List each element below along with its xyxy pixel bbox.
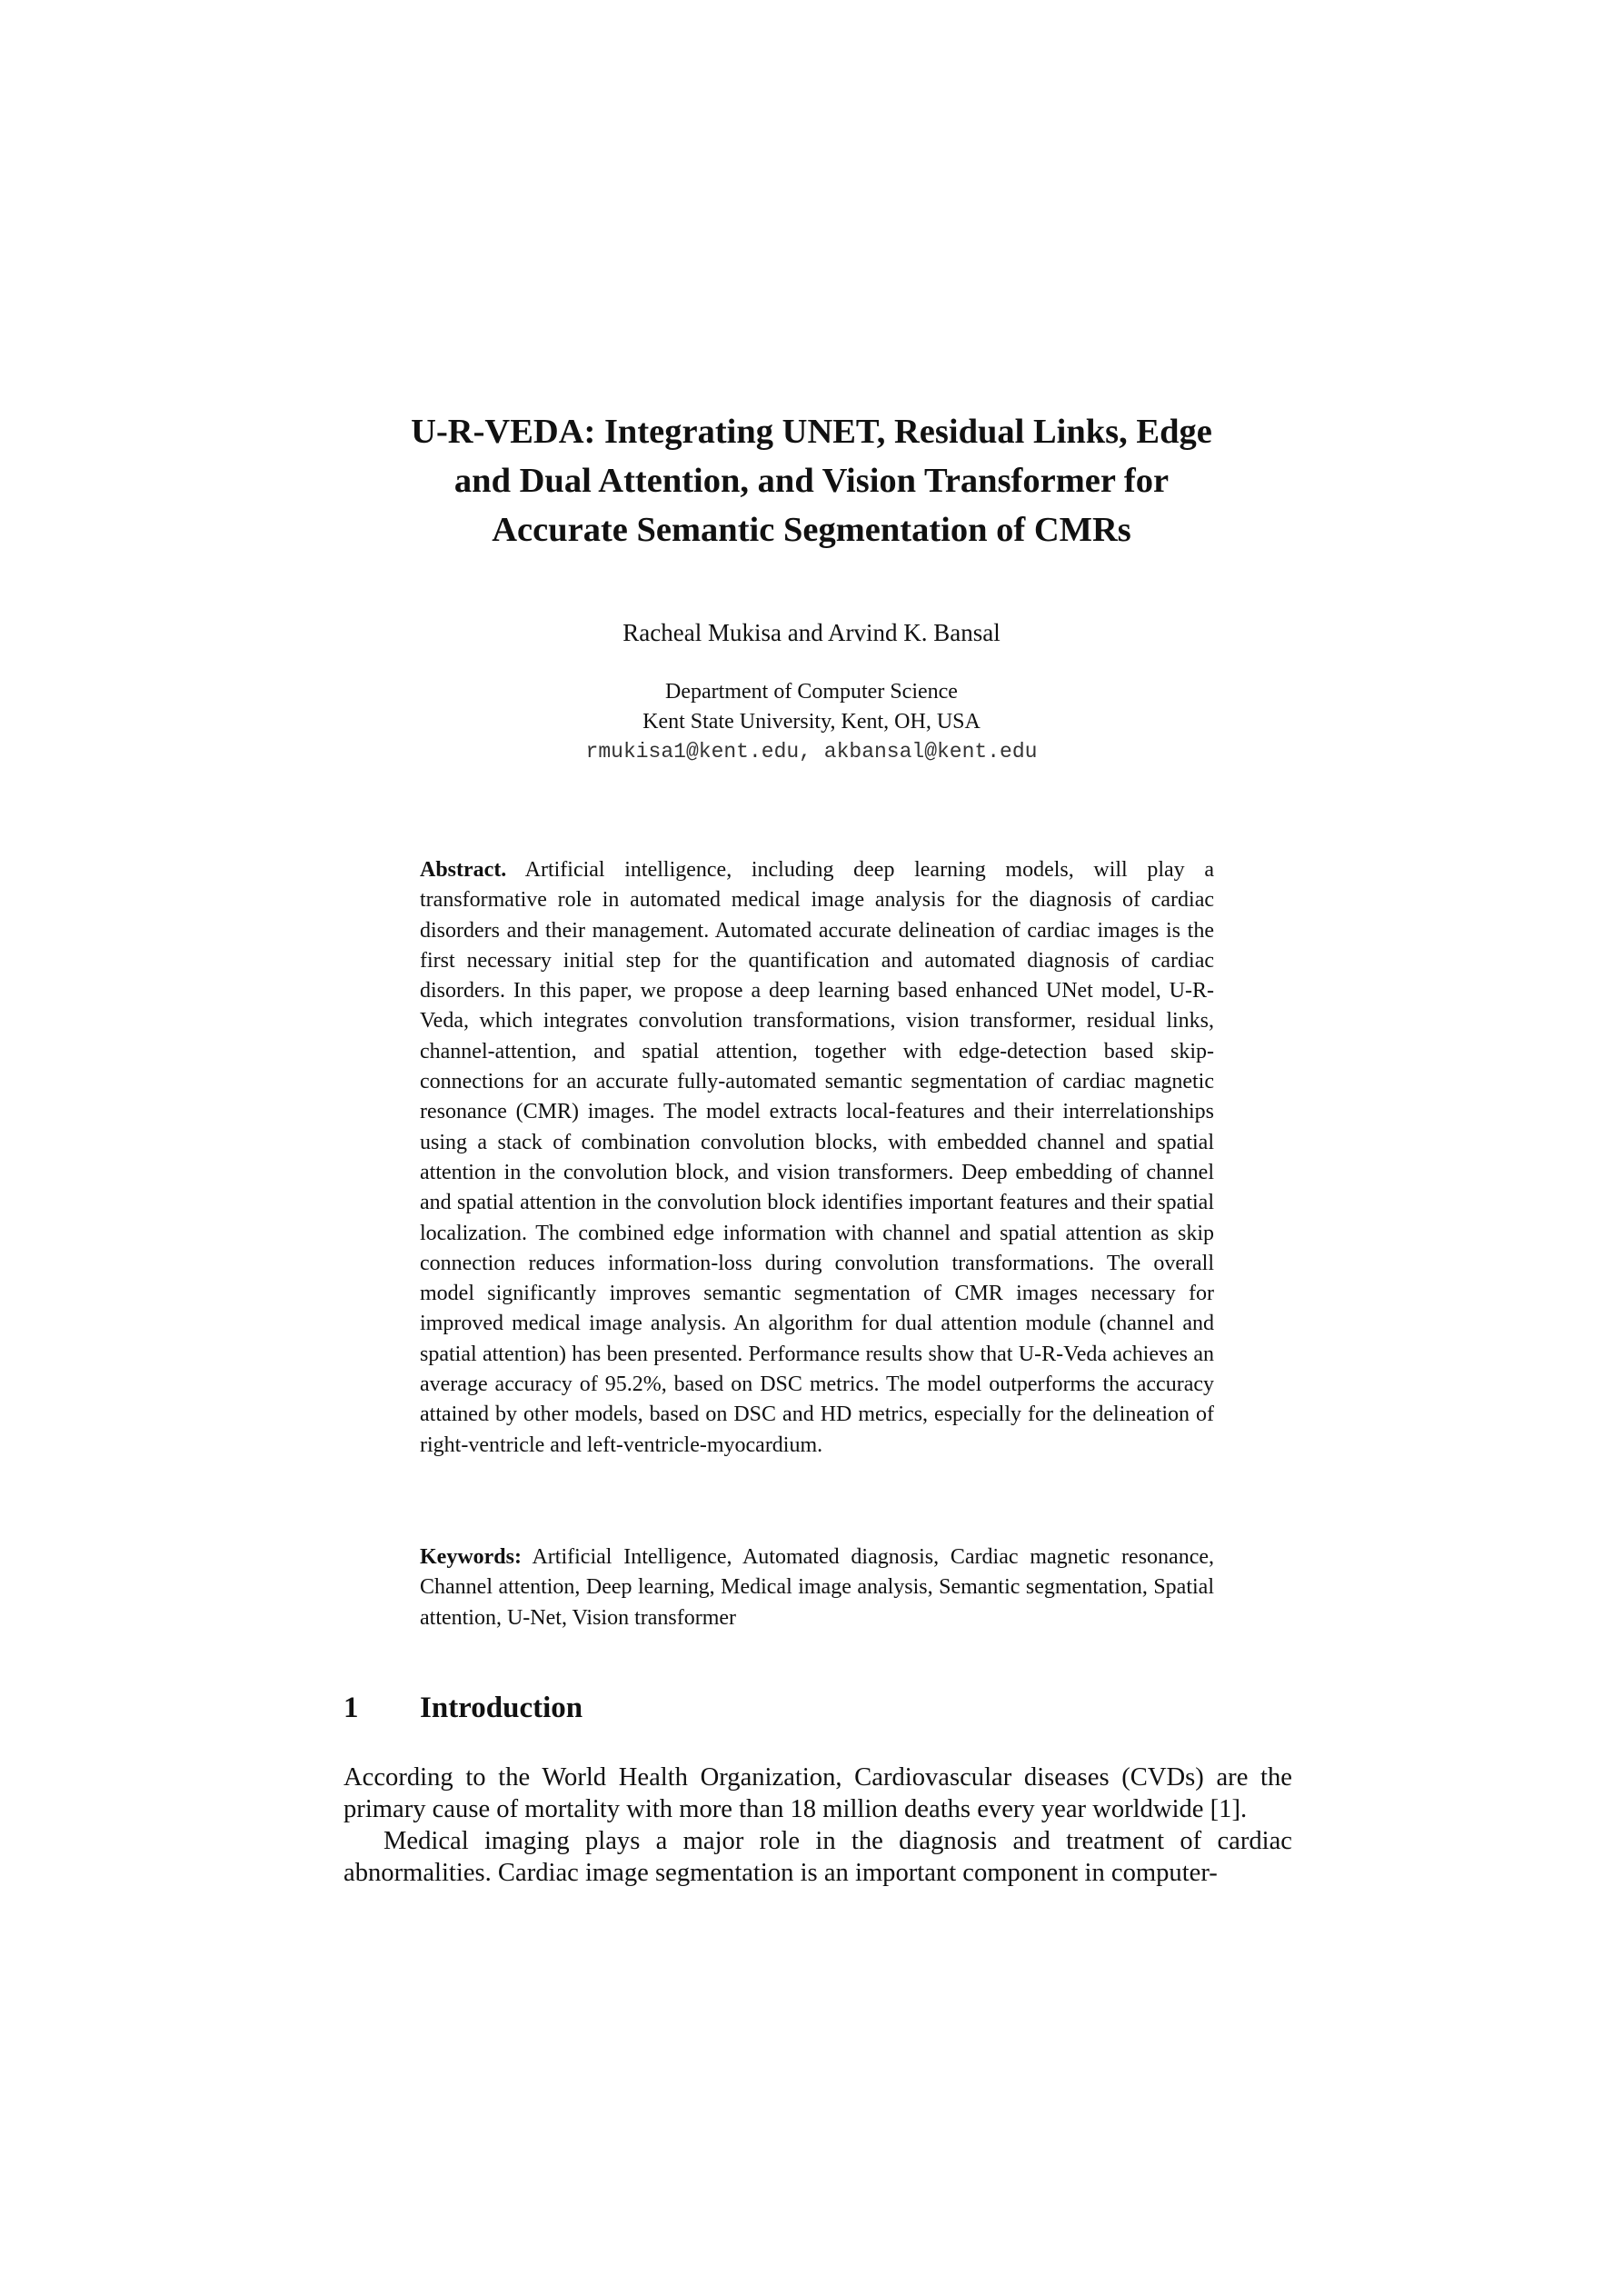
keywords-label: Keywords: [420,1545,522,1569]
paragraph: Medical imaging plays a major role in the diagnosis and treatment of cardiac abnormalities. Cardiac image segmentation is an important component in computer- [344,1827,1292,1887]
paper-title [345,407,1278,554]
keywords [420,1542,1214,1633]
keywords-text: Artificial Intelligence, Automated diagnosis, Cardiac magnetic resonance, Channel attention, Deep learning, Medical image analysis, Semantic segmentation, Spatial attention, U-Net, Vision transformer [420,1545,1214,1630]
affiliation-block [345,677,1278,767]
section-title: Introduction [420,1692,583,1724]
department: Department of Computer Science [665,680,958,704]
author-emails: rmukisa1@kent.edu, akbansal@kent.edu [585,740,1038,764]
title-line: Accurate Semantic Segmentation of CMRs [492,511,1131,549]
section-number: 1 [344,1692,359,1724]
body-text [344,1762,1292,1889]
university: Kent State University, Kent, OH, USA [642,710,981,734]
author-names: Racheal Mukisa and Arvind K. Bansal [622,619,1001,646]
section-heading [344,1689,1279,1727]
abstract [420,855,1214,1461]
title-line: and Dual Attention, and Vision Transformer for [453,462,1170,500]
abstract-text: Artificial intelligence, including deep learning models, will play a transformative role in automated medical image analysis for the diagnosis of cardiac disorders and their management. Automated accurate delineation of cardiac images is the first necessary initial step for the quantification and automated diagnosis of cardiac disorders. In this paper, we propose a deep learning based enhanced UNet model, U-R-Veda, which integrates convolution transformations, vision transformer, residual links, channel-attention, and spatial attention, together with edge-detection based skip-connections for an accurate fully-automated semantic segmentation of cardiac magnetic resonance (CMR) images. The model extracts local-features and their interrelationships using a stack of combination convolution blocks, with embedded channel and spatial attention in the convolution block, and vision transformers. Deep embedding of channel and spatial attention in the convolution block identifies important features and their spatial localization. The combined edge information with channel and spatial attention as skip connection reduces information-loss during convolution transformations. The overall model significantly improves semantic segmentation of CMR images necessary for improved medical image analysis. An algorithm for dual attention module (channel and spatial attention) has been presented. Performance results show that U-R-Veda achieves an average accuracy of 95.2%, based on DSC metrics. The model outperforms the accuracy attained by other models, based on DSC and HD metrics, especially for the delineation of right-ventricle and left-ventricle-myocardium. [420,858,1214,1457]
paragraph: According to the World Health Organization, Cardiovascular diseases (CVDs) are the primary cause of mortality with more than 18 million deaths every year worldwide [1]. [344,1763,1292,1823]
title-line: U-R-VEDA: Integrating UNET, Residual Links, Edge [411,413,1212,451]
abstract-label: Abstract. [420,858,507,882]
